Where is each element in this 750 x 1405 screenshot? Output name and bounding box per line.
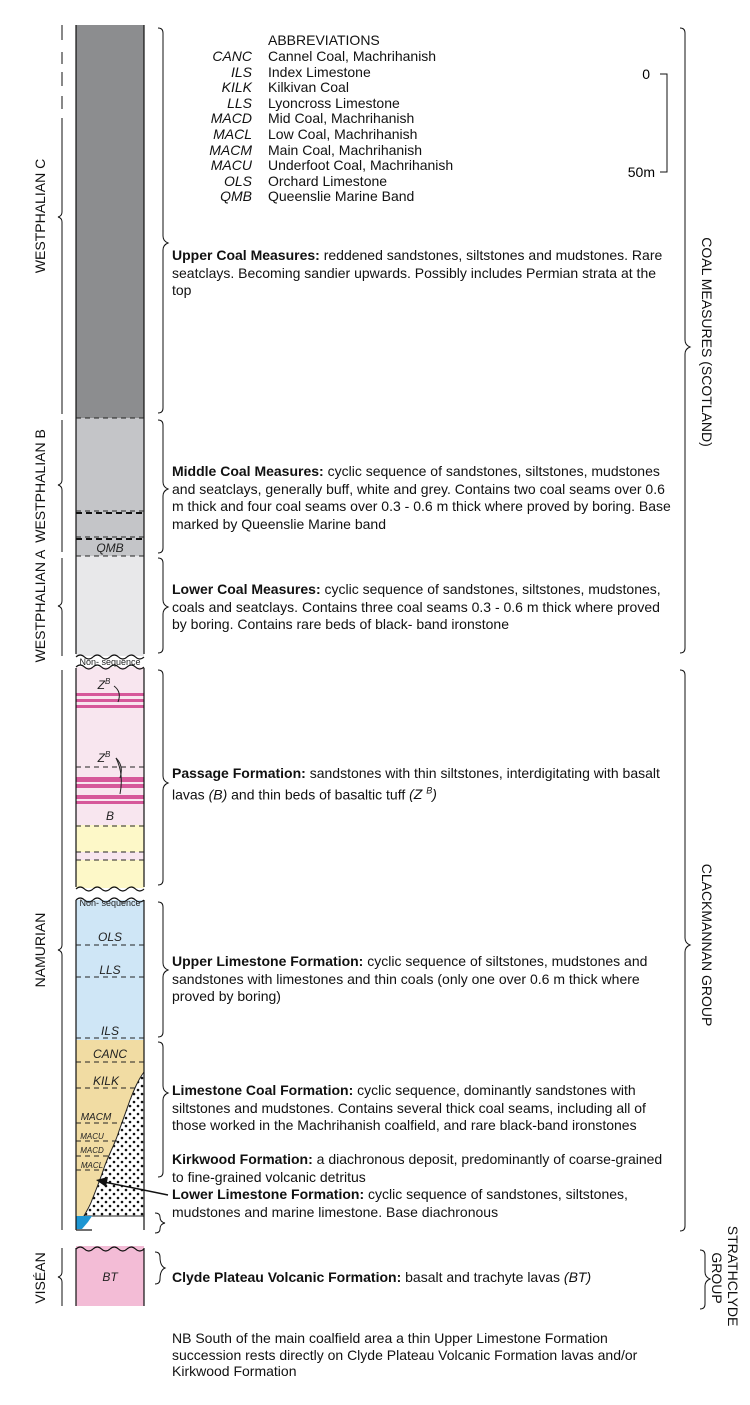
bt-label: BT <box>102 1270 118 1284</box>
lower-limestone-wedge <box>76 1216 92 1229</box>
abbreviation-name: Low Coal, Machrihanish <box>268 126 418 142</box>
abbreviation-code: QMB <box>220 188 252 205</box>
formation-text: a diachronous deposit, predominantly of coarse-grained to fine-grained volcanic detritus <box>172 1151 663 1185</box>
description-kirkwood <box>172 1151 672 1186</box>
group-strathclyde-line-1: STRATHCLYDE <box>725 1225 741 1327</box>
formation-text: cyclic sequence of sandstones, siltstones, mudstones and marine limestone. Base diachronous <box>172 1186 628 1220</box>
upper-coal-measures-block <box>76 25 144 418</box>
tuff-superscript: B <box>426 785 433 796</box>
scale-top-label: 0 <box>642 66 650 82</box>
abbreviation-name: Kilkivan Coal <box>268 79 349 96</box>
abbreviation-code: MACL <box>213 126 252 142</box>
formation-name: Middle Coal Measures: <box>172 463 324 479</box>
stage-westphalian-c: WESTPHALIAN C <box>32 158 48 274</box>
stage-namurian: NAMURIAN <box>32 912 48 988</box>
group-labels <box>699 237 741 1330</box>
description-limestone-coal <box>172 1082 672 1135</box>
abbreviation-name: Queenslie Marine Band <box>268 188 415 205</box>
formation-name: Passage Formation: <box>172 765 306 781</box>
formation-text: cyclic sequence of sandstones, siltstones, mudstones and seatclays, generally buff, white and grey. Contains two coal seams over 0.6 m thick and four coal seams over 0.3 - 0.6 m thick where proved by boring. Base marked by Queenslie Marine band <box>172 463 671 532</box>
passage-sandstone-yellow-lower <box>76 860 144 888</box>
ols-label: OLS <box>97 930 123 944</box>
abbreviation-code: LLS <box>227 94 252 111</box>
macu-label: MACU <box>80 1132 104 1141</box>
passage-siltstone-band <box>76 852 144 860</box>
description-lower-limestone <box>172 1186 672 1221</box>
formation-braces <box>155 28 168 1284</box>
formation-text: and thin beds of basaltic tuff <box>227 786 410 803</box>
description-upper-limestone <box>172 953 672 1006</box>
group-coal-measures: COAL MEASURES (SCOTLAND) <box>699 237 715 447</box>
kilk-label: KILK <box>92 1074 120 1088</box>
formation-text: cyclic sequence of sandstones, siltstones, mudstones, coals and seatclays. Contains three coal seams 0.3 - 0.6 m thick where proved by boring. Contains rare beds of black- band ironstone <box>172 581 661 632</box>
ils-label: ILS <box>100 1024 120 1038</box>
zb-label-1: $Z^B$ <box>97 677 111 692</box>
abbreviation-name: Index Limestone <box>268 63 371 80</box>
canc-label: CANC <box>92 1047 128 1061</box>
abbreviation-code: KILK <box>221 79 252 96</box>
formation-text: basalt and trachyte lavas <box>401 1269 564 1285</box>
formation-name: Lower Limestone Formation: <box>172 1186 365 1202</box>
stage-visean: VISÉAN <box>32 1252 48 1304</box>
scale-bar <box>628 66 667 180</box>
passage-sandstone-yellow-upper <box>76 825 144 852</box>
formation-name: Upper Coal Measures: <box>172 247 320 263</box>
qmb-label: QMB <box>96 541 124 555</box>
tuff-symbol: (Z <box>409 786 427 803</box>
abbreviation-name: Main Coal, Machrihanish <box>268 141 423 158</box>
description-upper-coal-measures <box>172 247 672 300</box>
non-sequence-label-1: Non- sequence <box>79 657 141 667</box>
abbreviation-name: Underfoot Coal, Machrihanish <box>268 157 454 174</box>
group-strathclyde-line-2: GROUP <box>709 1252 725 1304</box>
abbreviation-name: Orchard Limestone <box>268 172 388 189</box>
stage-labels <box>32 159 48 1304</box>
formation-name: Kirkwood Formation: <box>172 1151 313 1167</box>
description-middle-coal-measures <box>172 463 672 533</box>
formation-name: Upper Limestone Formation: <box>172 953 364 969</box>
middle-coal-measures-block <box>76 418 144 556</box>
abbreviation-code: MACU <box>210 157 252 174</box>
tuff-close: ) <box>432 786 437 803</box>
abbreviation-code: MACD <box>210 110 252 127</box>
non-sequence-label-2: Non- sequence <box>79 898 141 908</box>
formation-text: cyclic sequence of siltstones, mudstones and sandstones with limestones and thin coals (only one over 0.6 m thick where proved by boring) <box>172 953 648 1004</box>
description-clyde-plateau <box>172 1269 672 1287</box>
abbreviation-code: OLS <box>223 172 252 189</box>
stage-westphalian-b: WESTPHALIAN B <box>32 429 48 543</box>
group-clackmannan: CLACKMANNAN GROUP <box>699 863 715 1027</box>
description-passage-formation <box>172 765 672 804</box>
formation-name: Clyde Plateau Volcanic Formation: <box>172 1269 402 1285</box>
b-label: B <box>105 809 115 823</box>
stage-westphalian-a: WESTPHALIAN A <box>32 549 48 663</box>
stage-brackets <box>58 25 62 1306</box>
scale-bottom-label: 50m <box>627 164 655 180</box>
macm-label: MACM <box>80 1112 112 1123</box>
formation-text: sandstones with thin siltstones, interdigitating with basalt lavas <box>172 765 660 803</box>
formation-text: reddened sandstones, siltstones and mudstones. Rare seatclays. Becoming sandier upwards. Possibly includes Permian strata at the top <box>172 247 663 298</box>
macl-label: MACL <box>80 1161 104 1170</box>
group-strathclyde <box>709 1226 741 1331</box>
lls-label: LLS <box>99 963 121 977</box>
abbreviation-name: Mid Coal, Machrihanish <box>268 110 415 127</box>
abbreviation-name: Cannel Coal, Machrihanish <box>268 48 437 64</box>
abbreviation-code: CANC <box>212 48 252 64</box>
abbreviations-title: ABBREVIATIONS <box>268 32 380 48</box>
lower-coal-measures-block <box>76 556 144 656</box>
macd-label: MACD <box>80 1146 104 1155</box>
abbreviation-name: Lyoncross Limestone <box>268 94 400 111</box>
abbreviation-code: ILS <box>230 63 252 80</box>
formation-italic: (B) <box>208 786 228 803</box>
group-braces <box>680 28 710 1309</box>
formation-text: cyclic sequence, dominantly sandstones with siltstones and mudstones. Contains several thick coal seams, including all of those worked in the Machrihanish coalfield, and rare black-band ironstones <box>172 1082 646 1133</box>
formation-name: Limestone Coal Formation: <box>172 1082 354 1098</box>
footnote: NB South of the main coalfield area a thin Upper Limestone Formation succession rests directly on Clyde Plateau Volcanic Formation lavas and/or Kirkwood Formation <box>172 1330 638 1379</box>
formation-italic: (BT) <box>563 1269 592 1285</box>
formation-italic <box>409 786 437 802</box>
description-lower-coal-measures <box>172 581 672 634</box>
abbreviation-code: MACM <box>209 141 252 158</box>
zb-label-2: $Z^B$ <box>97 750 111 765</box>
formation-name: Lower Coal Measures: <box>172 581 321 597</box>
